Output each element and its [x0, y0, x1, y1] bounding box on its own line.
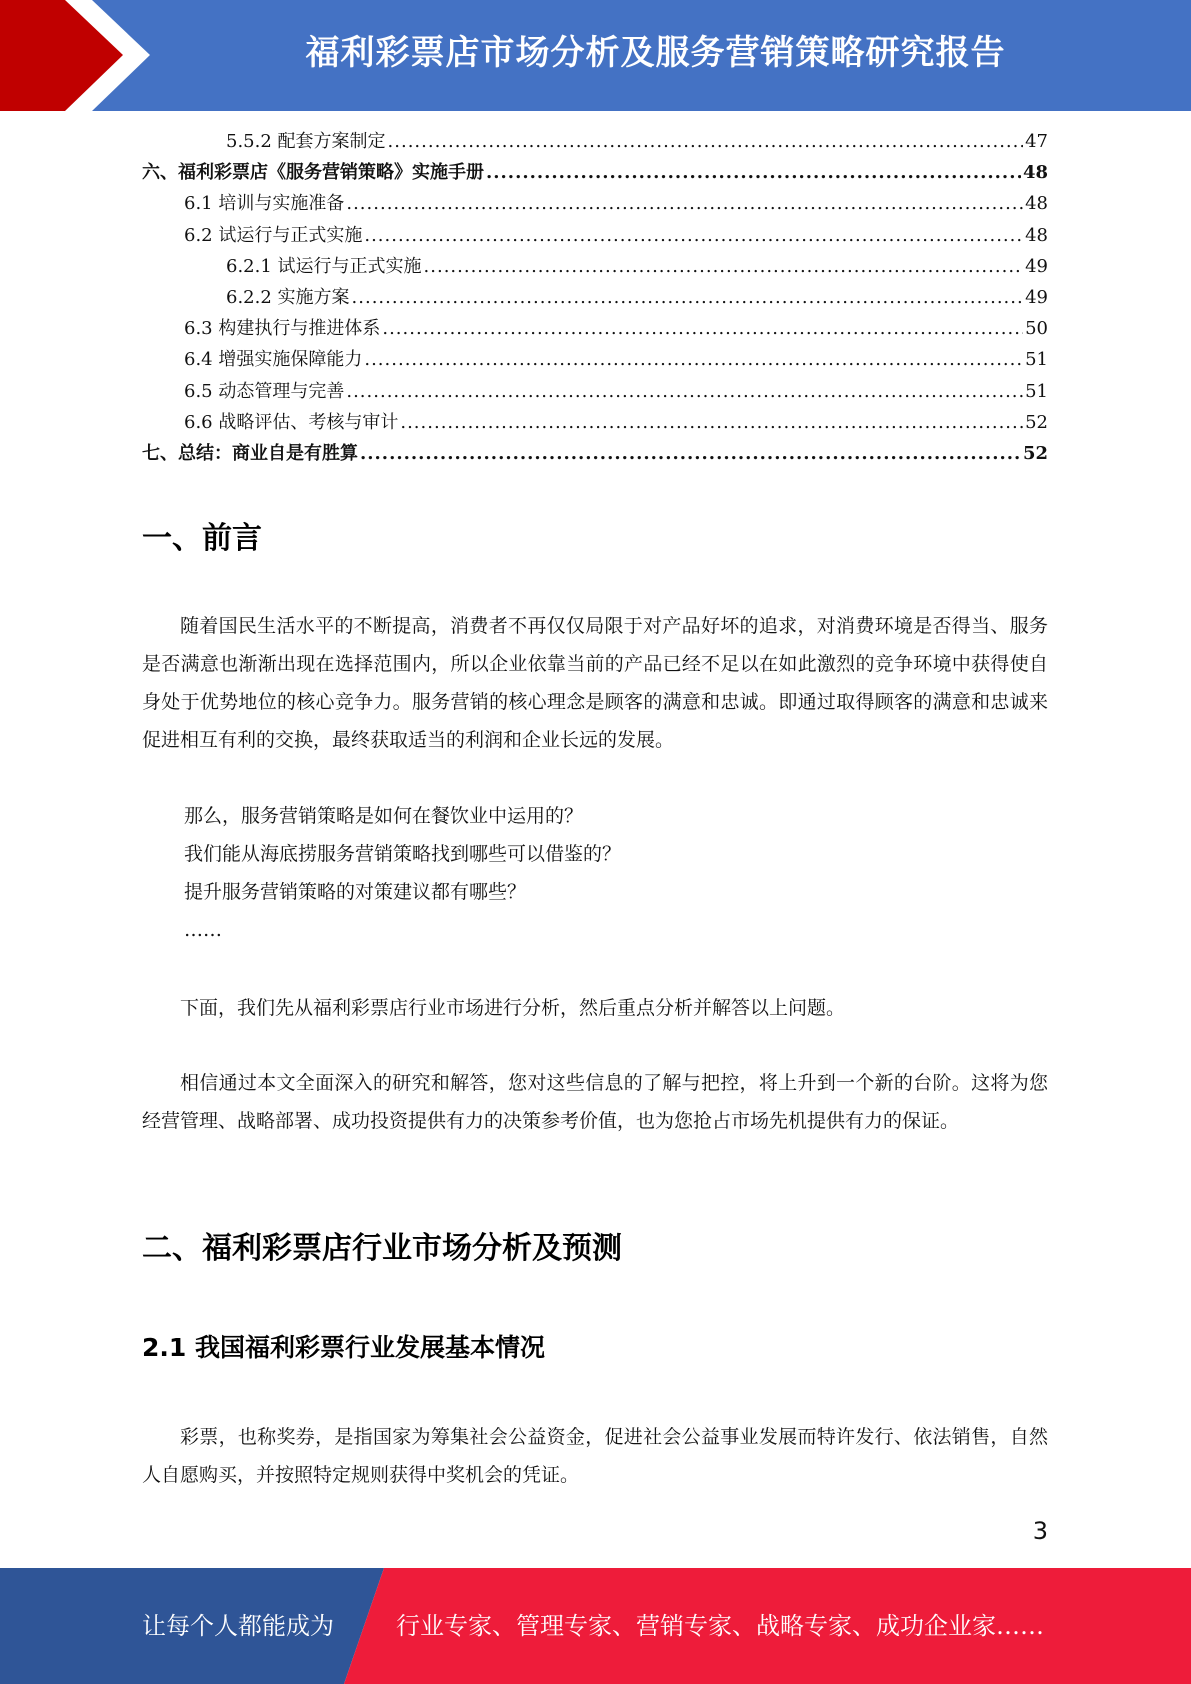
- footer-slogan-left: 让每个人都能成为: [142, 1612, 334, 1640]
- toc-leader-dots: [352, 282, 1024, 313]
- toc-entry[interactable]: [142, 188, 1048, 219]
- page-header: [0, 0, 1191, 111]
- question-item: 我们能从海底捞服务营销策略找到哪些可以借鉴的？: [184, 843, 622, 865]
- toc-entry-page: 52: [1022, 442, 1048, 464]
- toc-entry-title: 6.6 战略评估、考核与审计: [184, 411, 399, 433]
- toc-entry-page: 49: [1025, 255, 1048, 277]
- toc-entry-page: 51: [1025, 380, 1048, 402]
- question-item: ……: [184, 919, 222, 941]
- toc-entry-title: 6.2.2 实施方案: [226, 286, 350, 308]
- toc-entry-title: 七、总结：商业自是有胜算: [142, 442, 358, 464]
- toc-entry-page: 51: [1025, 349, 1048, 371]
- preface-paragraph-3: 相信通过本文全面深入的研究和解答，您对这些信息的了解与把控，将上升到一个新的台阶。这将为您经营管理、战略部署、成功投资提供有力的决策参考价值，也为您抢占市场先机提供有力的保证。: [142, 1072, 1048, 1132]
- table-of-contents: [142, 126, 1048, 469]
- subsection-heading-2-1: 2.1 我国福利彩票行业发展基本情况: [142, 1333, 545, 1362]
- toc-entry-title: 6.2.1 试运行与正式实施: [226, 255, 422, 277]
- toc-entry[interactable]: [142, 376, 1048, 407]
- toc-leader-dots: [424, 251, 1024, 282]
- toc-entry-title: 6.2 试运行与正式实施: [184, 224, 363, 246]
- toc-entry-page: 50: [1025, 318, 1048, 340]
- toc-leader-dots: [364, 220, 1023, 251]
- toc-entry-page: 49: [1025, 286, 1048, 308]
- toc-leader-dots: [382, 313, 1023, 344]
- page-number: 3: [1032, 1517, 1048, 1545]
- toc-entry[interactable]: [142, 344, 1048, 375]
- toc-entry-title: 6.5 动态管理与完善: [184, 380, 345, 402]
- toc-leader-dots: [346, 376, 1023, 407]
- market-paragraph-1: 彩票，也称奖券，是指国家为筹集社会公益资金，促进社会公益事业发展而特许发行、依法销售，自然人自愿购买，并按照特定规则获得中奖机会的凭证。: [142, 1426, 1048, 1486]
- section-heading-market-analysis: 二、福利彩票店行业市场分析及预测: [142, 1231, 622, 1266]
- toc-leader-dots: [364, 344, 1023, 375]
- preface-paragraph-1: 随着国民生活水平的不断提高，消费者不再仅仅局限于对产品好坏的追求，对消费环境是否得当、服务是否满意也渐渐出现在选择范围内，所以企业依靠当前的产品已经不足以在如此激烈的竞争环境中获得使自身处于优势地位的核心竞争力。服务营销的核心理念是顾客的满意和忠诚。即通过取得顾客的满意和忠诚来促进相互有利的交换，最终获取适当的利润和企业长远的发展。: [142, 615, 1048, 751]
- toc-entry[interactable]: [142, 157, 1048, 188]
- question-list: [184, 797, 621, 949]
- toc-leader-dots: [400, 407, 1023, 438]
- toc-entry[interactable]: [142, 126, 1048, 157]
- toc-leader-dots: [486, 157, 1021, 188]
- toc-entry[interactable]: [142, 313, 1048, 344]
- header-arrow-decoration: [0, 0, 160, 111]
- toc-entry[interactable]: [142, 251, 1048, 282]
- toc-leader-dots: [388, 126, 1024, 157]
- toc-entry[interactable]: [142, 438, 1048, 469]
- toc-entry-title: 6.4 增强实施保障能力: [184, 349, 363, 371]
- page-footer: [0, 1568, 1191, 1684]
- question-item: 那么，服务营销策略是如何在餐饮业中运用的？: [184, 805, 584, 827]
- toc-entry-title: 六、福利彩票店《服务营销策略》实施手册: [142, 162, 484, 184]
- footer-slogan-right: 行业专家、管理专家、营销专家、战略专家、成功企业家……: [396, 1612, 1044, 1640]
- toc-entry-page: 48: [1025, 224, 1048, 246]
- toc-leader-dots: [346, 188, 1023, 219]
- section-heading-preface: 一、前言: [142, 521, 262, 556]
- toc-entry-page: 52: [1025, 411, 1048, 433]
- toc-entry-title: 5.5.2 配套方案制定: [226, 131, 386, 152]
- toc-entry[interactable]: [142, 407, 1048, 438]
- question-item: 提升服务营销策略的对策建议都有哪些？: [184, 881, 527, 903]
- toc-leader-dots: [360, 438, 1021, 469]
- toc-entry[interactable]: [142, 220, 1048, 251]
- toc-entry-page: 48: [1022, 162, 1048, 184]
- toc-entry-title: 6.1 培训与实施准备: [184, 193, 345, 215]
- report-title: 福利彩票店市场分析及服务营销策略研究报告: [305, 33, 1006, 73]
- toc-entry[interactable]: [142, 282, 1048, 313]
- toc-entry-page: 48: [1025, 193, 1048, 215]
- preface-paragraph-2: 下面，我们先从福利彩票店行业市场进行分析，然后重点分析并解答以上问题。: [180, 997, 846, 1019]
- toc-entry-page: 47: [1025, 131, 1048, 152]
- toc-entry-title: 6.3 构建执行与推进体系: [184, 318, 381, 340]
